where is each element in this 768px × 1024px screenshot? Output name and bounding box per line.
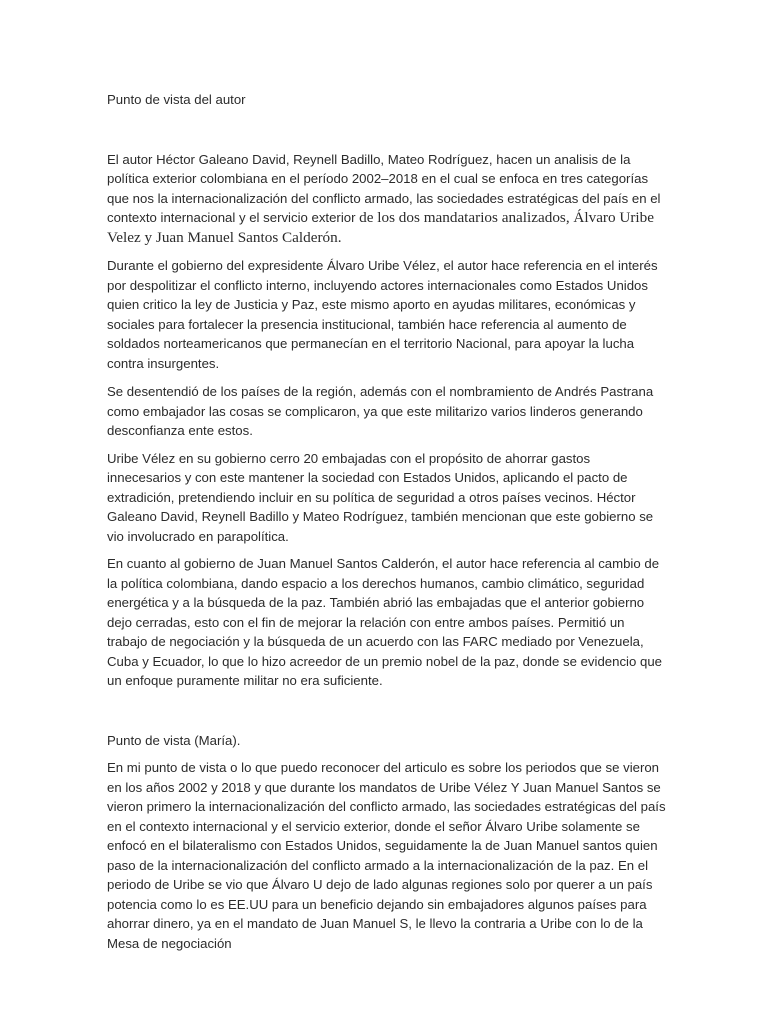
paragraph-santos-government: En cuanto al gobierno de Juan Manuel Santos Calderón, el autor hace referencia al cambio de la política colombiana, dando espacio a los derechos humanos, cambio climático, seguridad energética y a la búsqueda de la paz. También abrió las embajadas que el anterior gobierno dejo cerradas, esto con el fin de mejorar la relación con entre ambos países. Permitió un trabajo de negociación y la búsqueda de un acuerdo con las FARC mediado por Venezuela, Cuba y Ecuador, lo que lo hizo acreedor de un premio nobel de la paz, donde se evidencio que un enfoque puramente militar no era suficiente. — [107, 556, 662, 688]
paragraph-intro-serif-text: de los dos mandatarios analizados, Álvaro Uribe Velez y Juan Manuel Santos Calderón. — [107, 209, 654, 246]
document-body — [107, 90, 667, 961]
spacer — [107, 750, 667, 758]
spacer — [107, 110, 667, 150]
paragraph-uribe-government: Durante el gobierno del expresidente Álvaro Uribe Vélez, el autor hace referencia en el interés por despolitizar el conflicto interno, incluyendo actores internacionales como Estados Unidos quien critico la ley de Justicia y Paz, este mismo aporto en ayudas militares, económicas y sociales para fortalecer la presencia institucional, también hace referencia al aumento de soldados norteamericanos que permanecían en el territorio Nacional, para apoyar la lucha contra insurgentes. — [107, 258, 658, 371]
paragraph-intro-text: El autor Héctor Galeano David, Reynell Badillo, Mateo Rodríguez, hacen un analisis de la política exterior colombiana en el período 2002–2018 en el cual se enfoca en tres categorías que nos la internacionalización del conflicto armado, las sociedades estratégicas del país en el contexto internacional y el servicio exterior — [107, 151, 661, 225]
section-heading-maria: Punto de vista (María). — [107, 732, 241, 748]
paragraph-embassies: Uribe Vélez en su gobierno cerro 20 embajadas con el propósito de ahorrar gastos innecesarios y con este mantener la sociedad con Estados Unidos, aplicando el pacto de extradición, pretendiendo incluir en su política de seguridad a otros países vecinos. Héctor Galeano David, Reynell Badillo y Mateo Rodríguez, también mencionan que este gobierno se vio involucrado en parapolítica. — [107, 450, 654, 544]
paragraph-region: Se desentendió de los países de la región, además con el nombramiento de Andrés Pastrana como embajador las cosas se complicaron, ya que este militarizo varios linderos generando desconfianza ente estos. — [107, 384, 654, 438]
section-heading-author: Punto de vista del autor — [107, 92, 246, 107]
paragraph-maria-opinion: En mi punto de vista o lo que puedo reconocer del articulo es sobre los periodos que se vieron en los años 2002 y 2018 y que durante los mandatos de Uribe Vélez Y Juan Manuel Santos se vieron primero la internacionalización del conflicto armado, las sociedades estratégicas del país en el contexto internacional y el servicio exterior, donde el señor Álvaro Uribe solamente se enfocó en el bilateralismo con Estados Unidos, seguidamente la de Juan Manuel santos quien paso de la internacionalización del conflicto armado a la internacionalización de la paz. En el periodo de Uribe se vio que Álvaro U dejo de lado algunas regiones solo por querer a un país potencia como lo es EE.UU para un beneficio dejando sin embajadores algunos países para ahorrar dinero, ya en el mandato de Juan Manuel S, le llevo la contraria a Uribe con lo de la Mesa de negociación — [107, 760, 666, 951]
paragraph-intro — [107, 150, 667, 248]
spacer — [107, 699, 667, 731]
